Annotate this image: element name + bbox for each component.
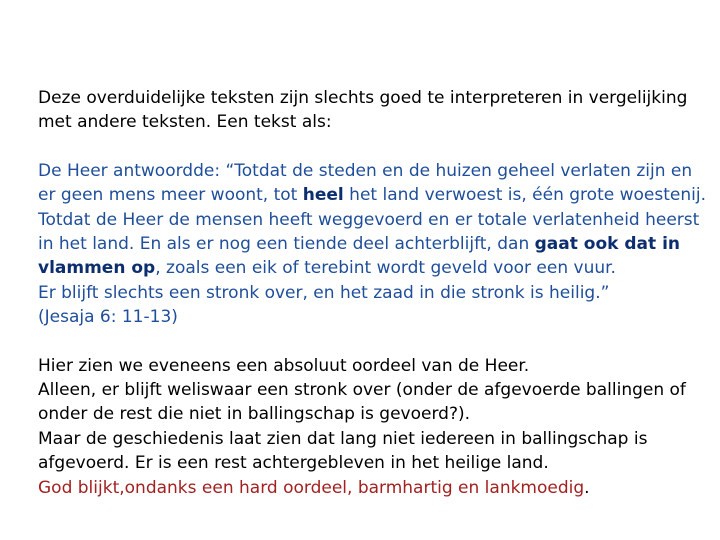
quote-line (38, 256, 710, 280)
quote-emphasis: vlammen op (38, 258, 156, 279)
quote-reference: (Jesaja 6: 11-13) (38, 307, 178, 328)
quote-emphasis: heel (302, 185, 344, 206)
quote-text: het land verwoest is, één grote woestenij. (343, 185, 706, 206)
quote-text: er geen mens meer woont, tot (38, 185, 303, 206)
quote-line: Totdat de Heer de mensen heeft weggevoerd en er totale verlatenheid heerst (38, 209, 700, 230)
commentary-paragraph (38, 354, 710, 500)
quote-line: De Heer antwoordde: “Totdat de steden en de huizen geheel verlaten zijn en (38, 160, 693, 181)
slide-body (38, 86, 710, 500)
quote-text: in het land. En als er nog een tiende deel achterblijft, dan (38, 234, 535, 255)
quote-line (38, 183, 710, 207)
paragraph-spacer (38, 135, 710, 159)
commentary-line: Hier zien we eveneens een absoluut oordeel van de Heer. (38, 355, 530, 376)
intro-line: Deze overduidelijke teksten zijn slechts goed te interpreteren in vergelijking (38, 88, 688, 108)
quote-line (38, 232, 710, 256)
bible-quote (38, 159, 710, 330)
intro-line: met andere teksten. Een tekst als: (38, 112, 332, 133)
quote-emphasis: gaat ook dat in (534, 234, 680, 255)
commentary-line: afgevoerd. Er is een rest achtergebleven in het heilige land. (38, 453, 549, 474)
conclusion-line (38, 476, 710, 500)
intro-paragraph (38, 86, 710, 135)
commentary-line: Maar de geschiedenis laat zien dat lang niet iedereen in ballingschap is (38, 428, 648, 449)
paragraph-spacer (38, 330, 710, 354)
conclusion-text: God blijkt,ondanks een hard oordeel, barmhartig en lankmoedig (38, 477, 585, 498)
quote-line: Er blijft slechts een stronk over, en het zaad in die stronk is heilig.” (38, 282, 610, 303)
conclusion-period: . (584, 477, 590, 498)
commentary-line: Alleen, er blijft weliswaar een stronk over (onder de afgevoerde ballingen of (38, 380, 686, 401)
commentary-line: onder de rest die niet in ballingschap is gevoerd?). (38, 404, 471, 425)
quote-text: , zoals een eik of terebint wordt geveld voor een vuur. (155, 258, 616, 279)
